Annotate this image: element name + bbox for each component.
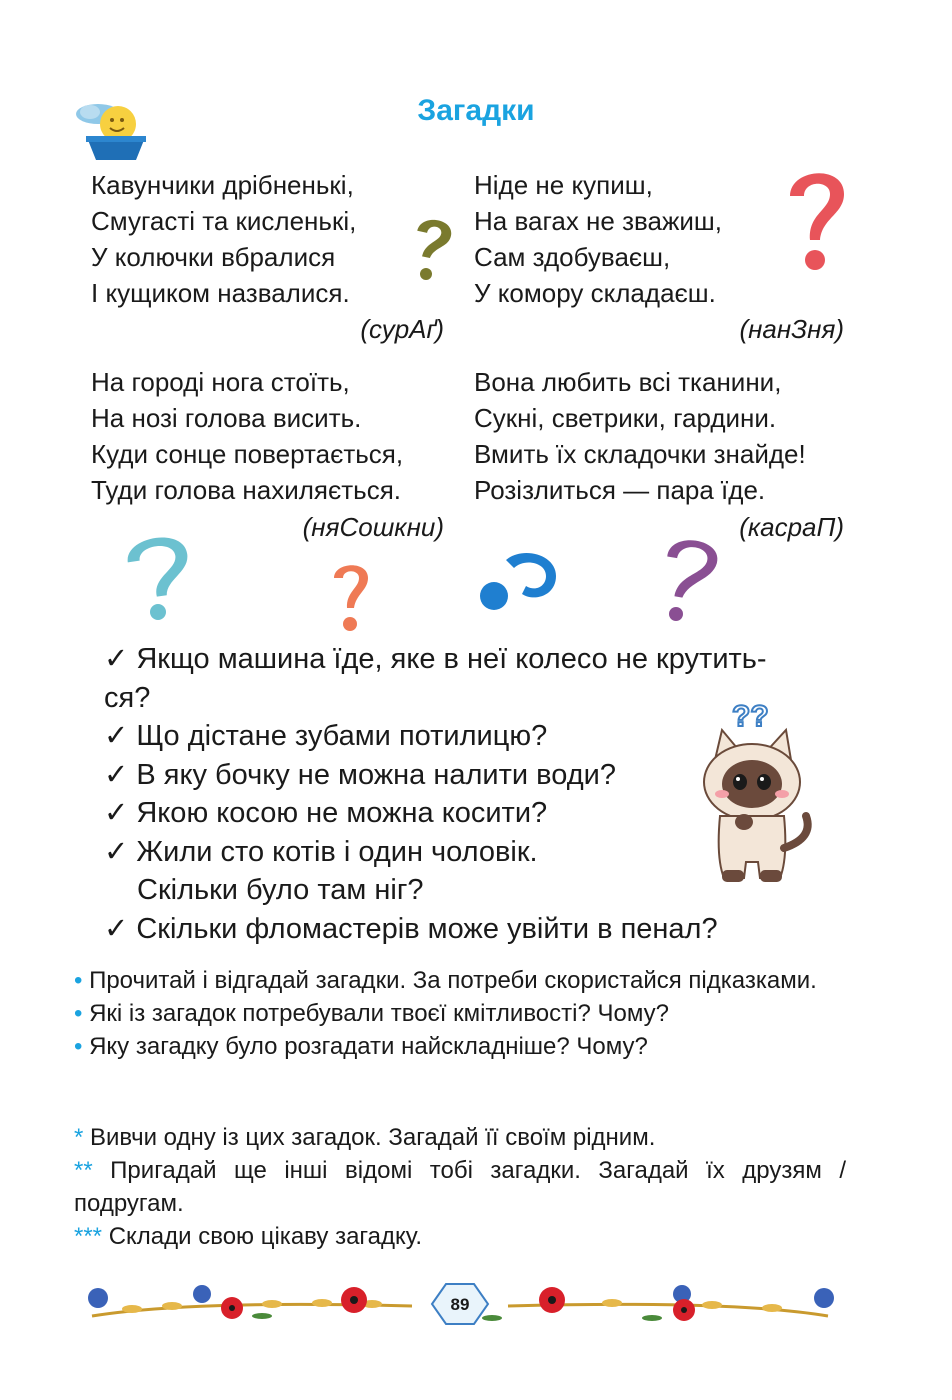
- riddle-1: [91, 167, 451, 311]
- task-text: Пригадай ще інші відомі тобі загадки. Загадай їх друзям / подругам.: [74, 1157, 846, 1217]
- riddle-3: [91, 364, 461, 508]
- riddle-2: [474, 167, 814, 311]
- page-number: 89: [450, 1295, 470, 1314]
- cat-thinking-icon: [692, 698, 816, 890]
- riddle-2-answer: (нанЗня): [739, 314, 844, 344]
- task-bullet: •: [74, 1033, 83, 1060]
- question-item: Скільки було там ніг?: [137, 874, 424, 906]
- riddle-line: Сам здобуваєш,: [474, 242, 671, 272]
- task-list: [74, 964, 846, 1063]
- riddle-line: У комору складаєш.: [474, 278, 716, 308]
- riddle-line: Ніде не купиш,: [474, 170, 653, 200]
- task-star: **: [74, 1157, 93, 1184]
- riddle-line: Вона любить всі тканини,: [474, 367, 782, 397]
- task-bullet: •: [74, 967, 83, 994]
- riddle-line: Смугасті та кисленькі,: [91, 206, 357, 236]
- riddle-3-answer: (няСошкни): [302, 512, 444, 542]
- riddle-line: На городі нога стоїть,: [91, 367, 350, 397]
- task-item: [74, 964, 846, 997]
- riddle-line: На нозі голова висить.: [91, 403, 362, 433]
- wheat-flower-border-icon: [72, 1276, 848, 1332]
- task-star: ***: [74, 1223, 103, 1250]
- riddle-line: Кавунчики дрібненькі,: [91, 170, 354, 200]
- svg-text:??: ??: [732, 700, 769, 733]
- question-mark-icon: [330, 560, 372, 634]
- task-text: Які із загадок потребували твоєї кмітливості? Чому?: [82, 1000, 669, 1027]
- task-text: Прочитай і відгадай загадки. За потреби скористайся підказками.: [82, 967, 817, 994]
- task-item: [74, 997, 846, 1030]
- extra-task-item: [74, 1220, 846, 1253]
- extra-task-list: [74, 1121, 846, 1253]
- question-item: ✓ Якою косою не можна косити?: [104, 797, 548, 829]
- riddle-line: У колючки вбралися: [91, 242, 336, 272]
- page-title: Загадки: [417, 94, 535, 127]
- task-item: [74, 1030, 846, 1063]
- extra-task-item: [74, 1154, 846, 1220]
- question-mark-icon: [476, 546, 560, 612]
- extra-task-item: [74, 1121, 846, 1154]
- question-item: ✓ Жили сто котів і один чоловік.: [104, 835, 538, 868]
- riddle-4: [474, 364, 854, 508]
- riddle-line: Куди сонце повертається,: [91, 439, 404, 469]
- riddle-line: Туди голова нахиляється.: [91, 475, 402, 505]
- task-text: Вивчи одну із цих загадок. Загадай її своїм рідним.: [83, 1124, 656, 1151]
- question-item: ся?: [104, 681, 151, 714]
- question-item: ✓ Що дістане зубами потилицю?: [104, 720, 548, 752]
- riddle-line: Сукні, светрики, гардини.: [474, 403, 777, 433]
- riddle-line: На вагах не зважиш,: [474, 206, 722, 236]
- task-star: *: [74, 1124, 84, 1151]
- question-mark-icon: [124, 530, 196, 622]
- task-text: Склади свою цікаву загадку.: [102, 1223, 423, 1250]
- question-item: ✓ В яку бочку не можна налити води?: [104, 758, 616, 791]
- task-text: Яку загадку було розгадати найскладніше? Чому?: [82, 1033, 648, 1060]
- task-bullet: •: [74, 1000, 83, 1027]
- question-item: ✓ Якщо машина їде, яке в неї колесо не крутить-: [104, 643, 767, 675]
- riddle-line: Розізлиться — пара їде.: [474, 475, 766, 505]
- riddle-4-answer: (касраП): [739, 512, 844, 542]
- riddle-line: Вмить їх складочки знайде!: [474, 439, 806, 469]
- question-mark-icon: [786, 162, 848, 274]
- question-mark-icon: [404, 212, 458, 284]
- riddle-1-answer: (сурАґ): [360, 314, 444, 344]
- question-item: ✓ Скільки фломастерів може увійти в пенал?: [104, 912, 718, 945]
- riddle-line: І кущиком назвалися.: [91, 278, 350, 308]
- question-mark-icon: [654, 530, 718, 624]
